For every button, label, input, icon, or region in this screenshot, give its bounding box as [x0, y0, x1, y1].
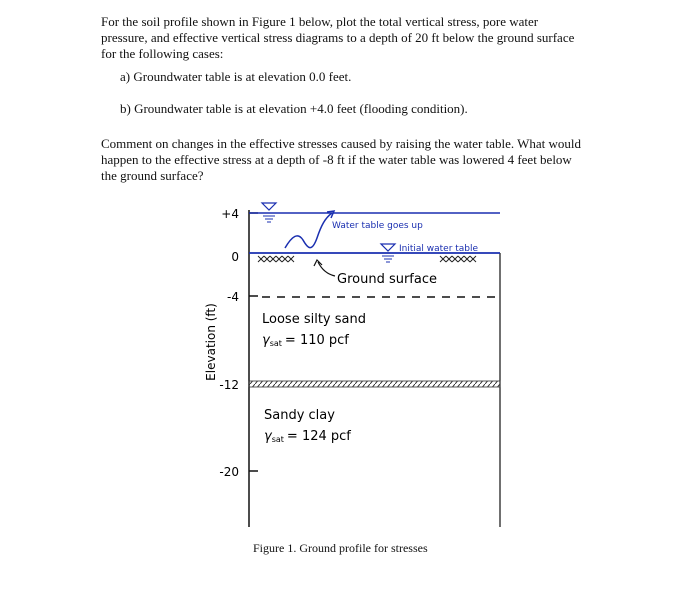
tick-label-minus4: -4 — [227, 290, 239, 304]
problem-intro: For the soil profile shown in Figure 1 below, plot the total vertical stress, pore water pressure, and effective vertical stress diagrams to a depth of 20 ft below the ground surface for the following cases: — [101, 14, 575, 61]
layer2-gamma: γsat = 124 pcf — [264, 429, 351, 444]
case-b: b) Groundwater table is at elevation +4.0 feet (flooding condition). — [120, 101, 468, 116]
tick-label-minus12: -12 — [219, 378, 239, 392]
axis-title: Elevation (ft) — [204, 303, 218, 381]
tick-label-0: 0 — [231, 250, 239, 264]
ground-hatch-left — [258, 256, 294, 262]
water-up-label: Water table goes up — [332, 221, 423, 231]
initial-water-label: Initial water table — [399, 244, 479, 254]
layer1-gamma: γsat = 110 pcf — [262, 333, 349, 348]
problem-comment: Comment on changes in the effective stresses caused by raising the water table. What would happen to the effective stress at a depth of -8 ft if the water table was lowered 4 feet below the ground surface? — [101, 136, 582, 183]
figure-caption: Figure 1. Ground profile for stresses — [253, 541, 428, 555]
tick-label-plus4: +4 — [221, 207, 239, 221]
layer2-name: Sandy clay — [264, 408, 335, 423]
layer-boundary-minus12 — [249, 381, 500, 387]
tick-label-minus20: -20 — [219, 465, 239, 479]
ground-surface-label: Ground surface — [337, 272, 437, 287]
case-a: a) Groundwater table is at elevation 0.0 feet. — [120, 69, 352, 84]
ground-hatch-right — [440, 256, 476, 262]
water-up-arrow — [285, 213, 332, 248]
layer1-name: Loose silty sand — [262, 312, 366, 327]
